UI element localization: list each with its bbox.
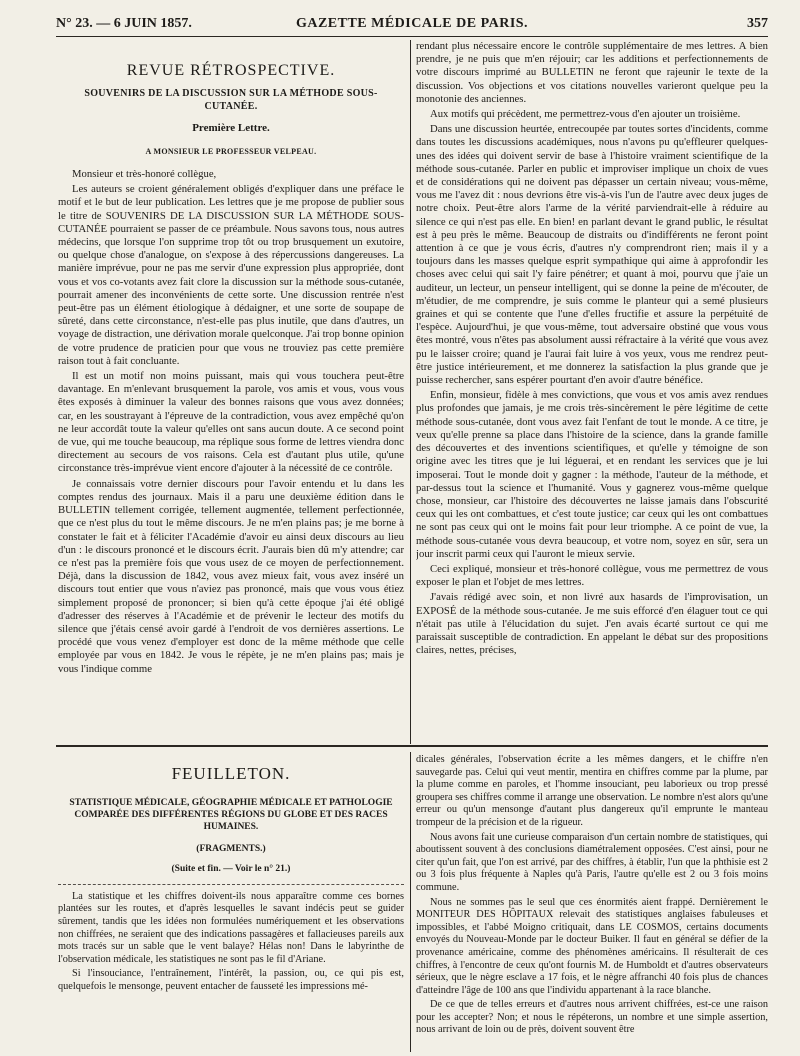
paragraph: dicales générales, l'observation écrite a les mêmes dangers, et le chiffre n'en sauvegarde pas. Celui qui veut mentir, mentira en chiffres comme par la plume, par la plume comme en paroles, et l'homme insouciant, peu laborieux ou trop pressé groupera ses chiffres comme il arrange une observation. Le nombre n'est alors qu'une erreur ou qu'un mensonge d'autant plus dangereux qu'il emprunte le manteau trompeur de la précision et de la rigueur. [416,754,768,828]
revue-right-column [416,40,768,740]
suite-note: (Suite et fin. — Voir le n° 21.) [171,864,291,875]
top-column-divider [410,40,411,744]
header-rule [56,36,768,37]
journal-title: GAZETTE MÉDICALE DE PARIS. [295,16,529,31]
feuilleton-left-column [58,758,404,1050]
revue-title: REVUE RÉTROSPECTIVE. [126,62,336,79]
addressee-line: A MONSIEUR LE PROFESSEUR VELPEAU. [145,146,317,156]
fragments-label: (FRAGMENTS.) [196,843,266,854]
lettre-heading: Première Lettre. [192,121,270,134]
paragraph: Nous ne sommes pas le seul que ces énormités aient frappé. Dernièrement le MONITEUR DES HÔPITAUX relevait des statistiques anglaises fabuleuses et impossibles, et l'abbé Moigno critiquait, dans LE COSMOS, certains documents envoyés du Nouveau-Monde par le docteur Buiker. Il faut en général se défier de la provenance américaine, comme des phénomènes américains. Il résulterait de ces chiffres, à l'encontre de ceux qu'ont fournis M. de Humboldt et d'autres observateurs sérieux, que le nègre esclave a 17 fois, et le nègre affranchi 40 fois plus de chances d'atteindre l'âge de 100 ans que l'individu appartenant à la race blanche. [416,896,768,996]
paragraph: Il est un motif non moins puissant, mais qui vous touchera peut-être davantage. En m'enlevant brusquement la parole, vos amis et vous, vous vous êtes exposés à diminuer la valeur des bonnes raisons que vous avez données; car, en les soustrayant à l'épreuve de la contradiction, vous avez empêché qu'on ne leur accordât toute la valeur qu'elles ont sans aucun doute. A ce second point de vue, qui me touche beaucoup, ma réplique sous forme de lettres viendra donc directement au secours de vos raisons. Cela est d'autant plus utile, qu'une circonstance très-imprévue vient encore d'ajouter à la nécessité de ce contrôle. [58,370,404,475]
paragraph: Aux motifs qui précèdent, me permettrez-vous d'en ajouter un troisième. [430,108,741,121]
paragraph: Si l'insouciance, l'entraînement, l'intérêt, la passion, ou, ce qui pis est, quelquefois le mensonge, peuvent entacher de fausseté les impressions mé- [58,968,404,992]
paragraph: rendant plus nécessaire encore le contrôle supplémentaire de mes lettres. A bien prendre, je ne puis que m'en réjouir; car les additions et perfectionnements de votre discours imprimé au BULLETIN ne feront que rajeunir le texte de la discussion. Vos objections et vos citations nouvelles varieront quelque peu la monotonie des anciennes. [416,40,768,105]
paragraph: La statistique et les chiffres doivent-ils nous apparaître comme ces bornes plantées sur les routes, et d'après lesquelles le savant indécis peut se guider sûrement, tandis que les idées non formulées numériquement et les observations non chiffrées, ne seraient que des indications passagères et fallacieuses pareils aux mots tracés sur un sable que le vent balaye? Hélas non! Dans le labyrinthe de l'observation médicale, les statistiques ne sont pas le fil d'Ariane. [58,890,404,965]
paragraph: Enfin, monsieur, fidèle à mes convictions, que vous et vos amis avez rendues plus profondes que jamais, je me crois très-sincèrement le père légitime de cette méthode sous-cutanée, dont vous avez fait l'enfant de tout le monde. A ce titre, je veux qu'elle prenne sa place dans l'histoire de la science, dans la grande famille des découvertes et des inventions scientifiques, et qu'elle y témoigne de son origine avec les titres que je lui léguerai, et en rendant les services que je lui imposerai. Tout le monde doit y gagner : la méthode, l'auteur de la méthode, et par-dessus tout la science et l'humanité. Vous y gagnerez vous-même quelque chose, monsieur, car l'histoire des découvertes ne laisse jamais dans l'obscurité ceux qui les ont combattues, et c'est toute justice; car ceux qui les ont combattues ne sont pas ceux qui ont le moins fait pour leur triomphe. A ce point de vue, la méthode sous-cutanée vous devra beaucoup, et votre nom, soyez en sûr, sera un jour inscrit parmi ceux qui l'auront le mieux servie. [416,389,768,560]
paragraph: J'avais rédigé avec soin, et non livré aux hasards de l'improvisation, un EXPOSÉ de la méthode sous-cutanée. Je me suis efforcé d'en élaguer tout ce qui n'était pas utile à l'élucidation du sujet. J'en avais écarté surtout ce qui me paraissait susceptible de contradiction. En appelant le débat sur des propositions claires, nettes, précises, [416,591,768,657]
feuilleton-subtitle: STATISTIQUE MÉDICALE, GÉOGRAPHIE MÉDICALE ET PATHOLOGIE COMPARÉE DES DIFFÉRENTES RÉGIONS DU GLOBE ET DES RACES HUMAINES. [69,797,393,832]
paragraph: Je connaissais votre dernier discours pour l'avoir entendu et lu dans les comptes rendus des journaux. Mais il a paru une deuxième édition dans le BULLETIN tellement corrigée, tellement augmentée, tellement perfectionnée, que ce n'est plus du tout le même discours. Je ne m'en plains pas; je me borne à constater le fait et à féliciter l'Académie d'avoir eu ainsi deux discours au lieu d'un : le discours prononcé et le discours écrit. J'aurais bien dû m'y attendre; car ce n'est pas la première fois que vous usez de ce moyen de perfectionnement. Déjà, dans la discussion de 1842, vous avez mieux fait, vous avez inséré un discours tout entier que vous n'aviez pas prononcé, mais que vous vous étiez simplement proposé de prononcer; si bien qu'à cette époque j'ai été obligé d'adresser des réserves à l'Académie et de prévenir le lecteur des motifs du silence que j'étais censé avoir gardé à l'endroit de vos dernières assertions. Le procédé que vous venez d'employer est donc de la même méthode que celle employée par vous en 1842. Je vous le répète, je ne m'en plains pas; mais je vous l'indique comme [58,477,404,675]
bottom-column-divider [410,752,411,1052]
issue-number: N° 23. — 6 JUIN 1857. [56,16,192,31]
dotted-separator [58,884,404,885]
revue-subtitle: SOUVENIRS DE LA DISCUSSION SUR LA MÉTHODE SOUS-CUTANÉE. [84,88,378,113]
revue-left-column [58,56,404,740]
page-number: 357 [747,16,768,31]
feuilleton-rule [56,745,768,747]
salutation: Monsieur et très-honoré collègue, [72,168,217,181]
paragraph: Les auteurs se croient généralement obligés d'expliquer dans une préface le motif et le but de leur publication. Les lettres que je me propose de publier sous le titre de SOUVENIRS DE LA DISCUSSION SUR LA MÉTHODE SOUS-CUTANÉE pourraient se passer de ce préambule. Nous savons tous, nous autres médecins, que lorsque l'on supprime trop tôt ou trop brusquement un exutoire, ou quelque chose d'analogue, on s'expose à des répercussions dangereuses. La manière imprévue, pour ne pas me servir d'une expression plus appropriée, dont vous et vos co-votants avez fait clore la discussion sur la méthode sous-cutanée, pourrait amener des inconvénients de cette sorte. Une discussion rentrée n'est peut-être pas un élément étiologique à dédaigner, et une sorte de soupape de sûreté, dans cette circonstance, n'est-elle pas plus inutile, que dans d'autres, un voyage de distraction, une dérivation morale quelconque. J'ai trop bonne opinion de votre prudence de praticien pour que vous ne trouviez pas cette première raison tout à fait concluante. [58,183,404,367]
paragraph: Dans une discussion heurtée, entrecoupée par toutes sortes d'incidents, comme dans toutes les discussions académiques, nous n'avons pu qu'effleurer quelques-unes des idées qui doivent servir de base à l'histoire vraiment scientifique de la méthode sous-cutanée. Parler en public et improviser implique un choix de vues et de considérations qui ne doivent pas dépasser un certain niveau; vous-même, vous me l'avez dit : nous devrions être vis-à-vis l'un de l'autre avec deux juges de notre choix. Peut-être alors l'arme de la vérité parviendrait-elle à réduire au silence ce qui n'est pas elle. En bien! en parlant devant le grand public, le résultat est à peu près le même. Beaucoup de distraits ou d'indifférents ne feront point attention à ce que je vous écris, d'autres n'y comprendront rien; mais il y a toujours dans les masses quelque esprit sympathique qui aime à approfondir les choses avec celui qui sait l'y faire pénétrer; et quant à moi, pourvu que j'aie un auditeur, un lecteur, un penseur intelligent, qui se donne la peine de m'écouter, de m'étudier, de me comprendre, je suis comme le planteur qui a semé plusieurs graines et qui se contente que l'une d'elles fructifie et assure la perpétuité de l'espèce. Aujourd'hui, je que vous-même, tout adversaire obstiné que vous vous êtes montré, vous n'êtes pas absolument aussi réfractaire à la vérité que vous avez pu le laisser croire; quand je l'aurai fait luire à vos yeux, vous me rendrez peut-être justice intérieurement, et me donnerez la satisfaction la plus grande que je puisse rechercher, sans espérer pourtant d'en avoir d'autre bénéfice. [416,123,768,387]
paragraph: Nous avons fait une curieuse comparaison d'un certain nombre de statistiques, qui aboutissent souvent à des conclusions diamétralement opposées. C'est ainsi, pour ne citer qu'un fait, que l'on est arrivé, par des chiffres, à établir, l'un que la phthisie est 2 ou 3 fois plus fréquente à Naples qu'à Paris, l'autre qu'elle est 2 ou 3 fois moins commune. [416,831,768,893]
paragraph: De ce que de telles erreurs et d'autres nous arrivent chiffrées, est-ce une raison pour les accepter? Non; et nous le répéterons, un nombre et une simple assertion, nous arrivant de loin ou de près, doivent souvent être [416,999,768,1036]
feuilleton-right-column [416,754,768,1050]
feuilleton-title: FEUILLETON. [171,764,291,783]
page-header [56,14,768,36]
paragraph: Ceci expliqué, monsieur et très-honoré collègue, vous me permettrez de vous exposer le plan et l'objet de mes lettres. [416,562,768,589]
